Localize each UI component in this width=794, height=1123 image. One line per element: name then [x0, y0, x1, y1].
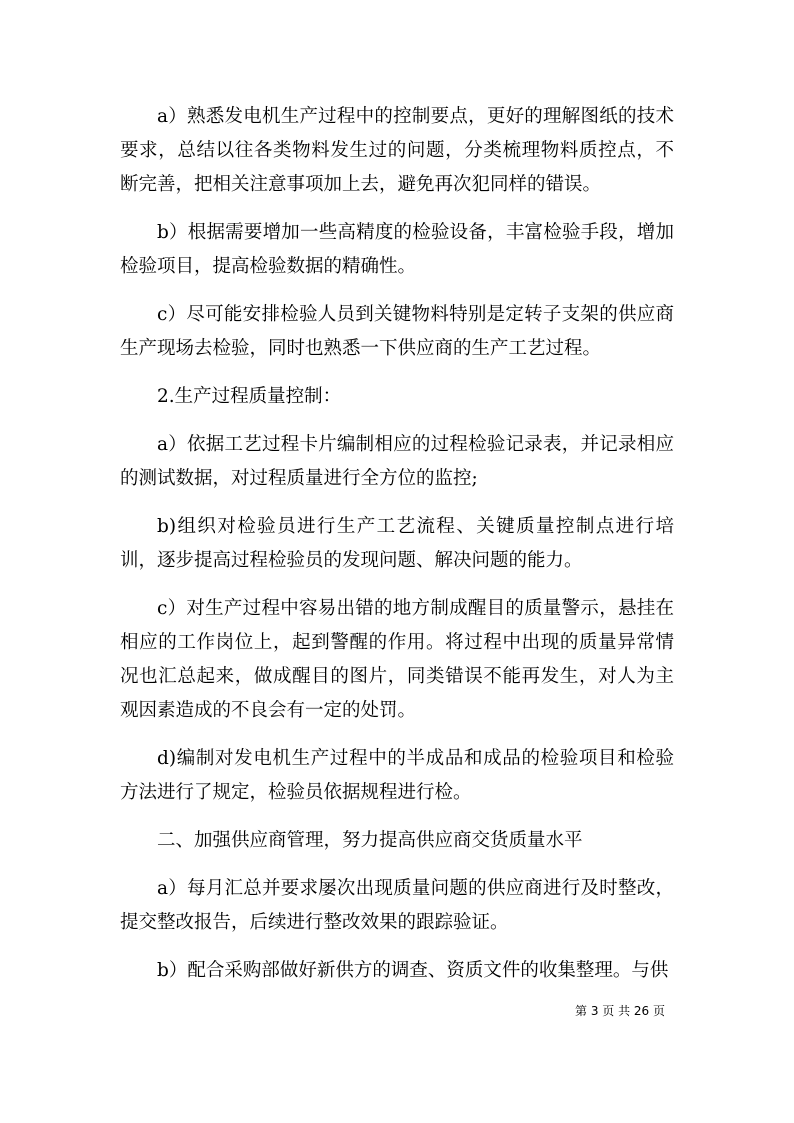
paragraph: a）依据工艺过程卡片编制相应的过程检验记录表，并记录相应的测试数据，对过程质量进行全方位的监控; — [120, 434, 674, 489]
section-heading: 二、加强供应商管理，努力提高供应商交货质量水平 — [157, 830, 583, 851]
page-number-label: 第 3 页 共 26 页 — [575, 1004, 665, 1018]
paragraph: b）配合采购部做好新供方的调查、资质文件的收集整理。与供 — [157, 960, 669, 981]
paragraph: d)编制对发电机生产过程中的半成品和成品的检验项目和检验方法进行了规定，检验员依据规程进行检。 — [120, 748, 674, 803]
section-heading: 2.生产过程质量控制： — [157, 386, 342, 407]
paragraph: a）每月汇总并要求屡次出现质量问题的供应商进行及时整改，提交整改报告，后续进行整改效果的跟踪验证。 — [120, 878, 674, 933]
paragraph: c）对生产过程中容易出错的地方制成醒目的质量警示，悬挂在相应的工作岗位上，起到警醒的作用。将过程中出现的质量异常情况也汇总起来，做成醒目的图片，同类错误不能再发生，对人为主观因素造成的不良会有一定的处罚。 — [120, 598, 674, 721]
paragraph: b)组织对检验员进行生产工艺流程、关键质量控制点进行培训，逐步提高过程检验员的发现问题、解决问题的能力。 — [120, 516, 674, 571]
page-footer — [575, 1003, 665, 1019]
paragraph: b）根据需要增加一些高精度的检验设备，丰富检验手段，增加检验项目，提高检验数据的精确性。 — [120, 222, 674, 277]
paragraph: c）尽可能安排检验人员到关键物料特别是定转子支架的供应商生产现场去检验，同时也熟悉一下供应商的生产工艺过程。 — [120, 304, 674, 359]
document-body — [120, 100, 674, 1002]
paragraph: a）熟悉发电机生产过程中的控制要点，更好的理解图纸的技术要求，总结以往各类物料发生过的问题，分类梳理物料质控点，不断完善，把相关注意事项加上去，避免再次犯同样的错误。 — [120, 106, 674, 195]
